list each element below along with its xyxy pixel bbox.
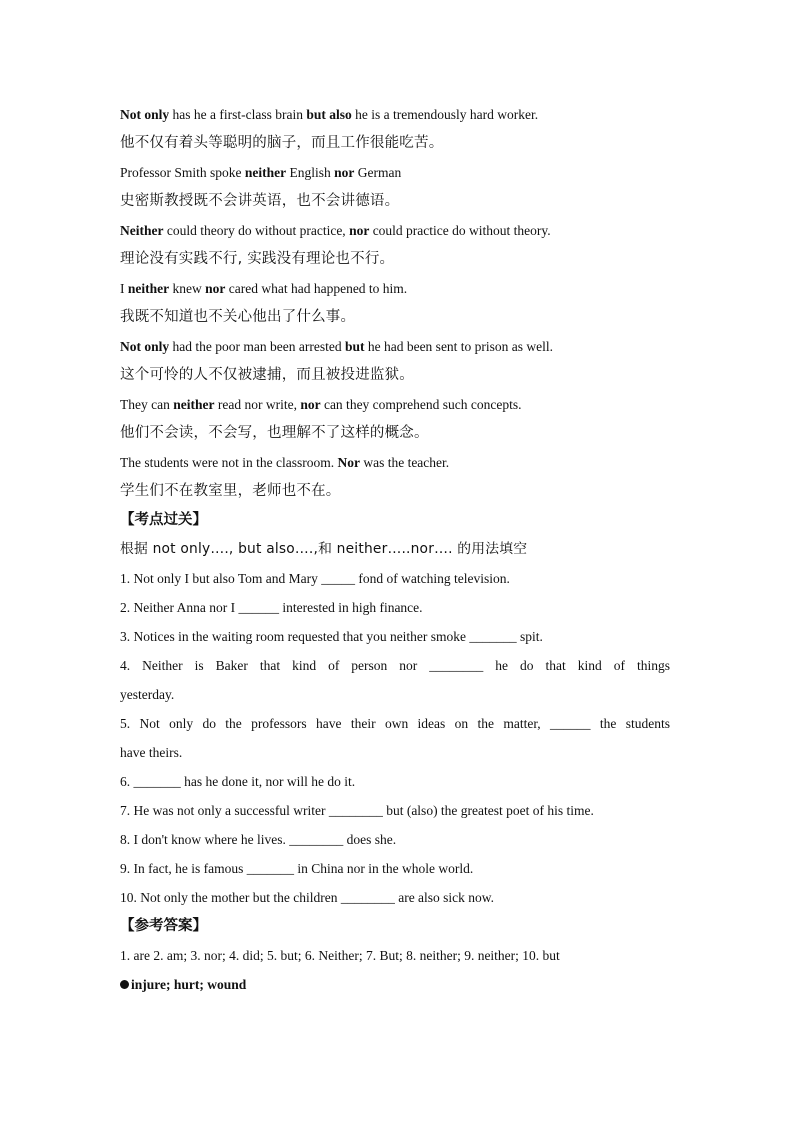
keyword: Neither bbox=[120, 223, 164, 238]
example-chinese: 他们不会读，不会写，也理解不了这样的概念。 bbox=[120, 425, 429, 441]
keyword: neither bbox=[244, 165, 287, 180]
exercise-line: 9. In fact, he is famous _______ in China nor in the whole world. bbox=[120, 861, 474, 876]
sentence-text: cared what had happened to him. bbox=[225, 281, 408, 296]
keyword: Nor bbox=[337, 455, 360, 470]
example-english bbox=[120, 390, 670, 419]
sentence-text: I bbox=[120, 281, 128, 296]
exercise-line: 3. Notices in the waiting room requested that you neither smoke _______ spit. bbox=[120, 629, 543, 644]
sentence-text: knew bbox=[169, 281, 206, 296]
sentence-text: They can bbox=[120, 397, 174, 412]
sentence-text: has he a first-class brain bbox=[169, 107, 307, 122]
example-chinese: 这个可怜的人不仅被逮捕，而且被投进监狱。 bbox=[120, 367, 414, 383]
example-english bbox=[120, 274, 670, 303]
sentence-text: English bbox=[286, 165, 335, 180]
answer-key: 1. are 2. am; 3. nor; 4. did; 5. but; 6. Neither; 7. But; 8. neither; 9. neither; 10. but bbox=[120, 948, 560, 963]
keyword: nor bbox=[349, 223, 370, 238]
keyword: nor bbox=[334, 165, 355, 180]
exercise-line: 6. _______ has he done it, nor will he do it. bbox=[120, 774, 356, 789]
exercise-line: 10. Not only the mother but the children ________ are also sick now. bbox=[120, 890, 495, 905]
sentence-text: was the teacher. bbox=[359, 455, 450, 470]
sentence-text: he is a tremendously hard worker. bbox=[351, 107, 539, 122]
exercise-line: 1. Not only I but also Tom and Mary _____ fond of watching television. bbox=[120, 571, 510, 586]
exercise-line: 5. Not only do the professors have their own ideas on the matter, ______ the students bbox=[120, 716, 670, 731]
sentence-text: can they comprehend such concepts. bbox=[320, 397, 522, 412]
sentence-text: he had been sent to prison as well. bbox=[364, 339, 554, 354]
exercise-line: have theirs. bbox=[120, 745, 183, 760]
keyword: nor bbox=[300, 397, 321, 412]
example-english bbox=[120, 448, 670, 477]
example-chinese: 史密斯教授既不会讲英语，也不会讲德语。 bbox=[120, 193, 400, 209]
exercise-instruction: 根据 not only…., but also….,和 neither…..nor…. 的用法填空 bbox=[120, 541, 528, 557]
keyword: nor bbox=[205, 281, 226, 296]
next-topic bbox=[120, 970, 670, 999]
example-sentences bbox=[120, 100, 670, 506]
example-english bbox=[120, 332, 670, 361]
example-chinese: 我既不知道也不关心他出了什么事。 bbox=[120, 309, 356, 325]
keyword: Not only bbox=[120, 339, 170, 354]
example-chinese: 理论没有实践不行, 实践没有理论也不行。 bbox=[120, 251, 395, 267]
exercise-line: yesterday. bbox=[120, 687, 175, 702]
sentence-text: could theory do without practice, bbox=[163, 223, 350, 238]
keyword: but bbox=[344, 339, 365, 354]
sentence-text: The students were not in the classroom. bbox=[120, 455, 338, 470]
example-english bbox=[120, 158, 670, 187]
example-english bbox=[120, 100, 670, 129]
section-heading: 【考点过关】 bbox=[120, 512, 207, 528]
example-chinese: 学生们不在教室里，老师也不在。 bbox=[120, 483, 341, 499]
next-topic-text: injure; hurt; wound bbox=[131, 977, 247, 992]
example-english bbox=[120, 216, 670, 245]
example-chinese: 他不仅有着头等聪明的脑子，而且工作很能吃苦。 bbox=[120, 135, 444, 151]
page-content bbox=[120, 100, 670, 999]
keyword: Not only bbox=[120, 107, 170, 122]
sentence-text: Professor Smith spoke bbox=[120, 165, 245, 180]
exercise-line: 2. Neither Anna nor I ______ interested in high finance. bbox=[120, 600, 423, 615]
keyword: neither bbox=[127, 281, 170, 296]
bullet-icon bbox=[120, 980, 129, 989]
answer-heading: 【参考答案】 bbox=[120, 918, 207, 934]
exercise-line: 8. I don't know where he lives. ________ does she. bbox=[120, 832, 397, 847]
sentence-text: German bbox=[354, 165, 402, 180]
exercise-list bbox=[120, 564, 670, 912]
exercise-line: 7. He was not only a successful writer ________ but (also) the greatest poet of his time. bbox=[120, 803, 594, 818]
sentence-text: read nor write, bbox=[214, 397, 301, 412]
keyword: but also bbox=[306, 107, 352, 122]
sentence-text: could practice do without theory. bbox=[369, 223, 551, 238]
exercise-line: 4. Neither is Baker that kind of person nor ________ he do that kind of things bbox=[120, 658, 670, 673]
sentence-text: had the poor man been arrested bbox=[169, 339, 345, 354]
keyword: neither bbox=[173, 397, 215, 412]
